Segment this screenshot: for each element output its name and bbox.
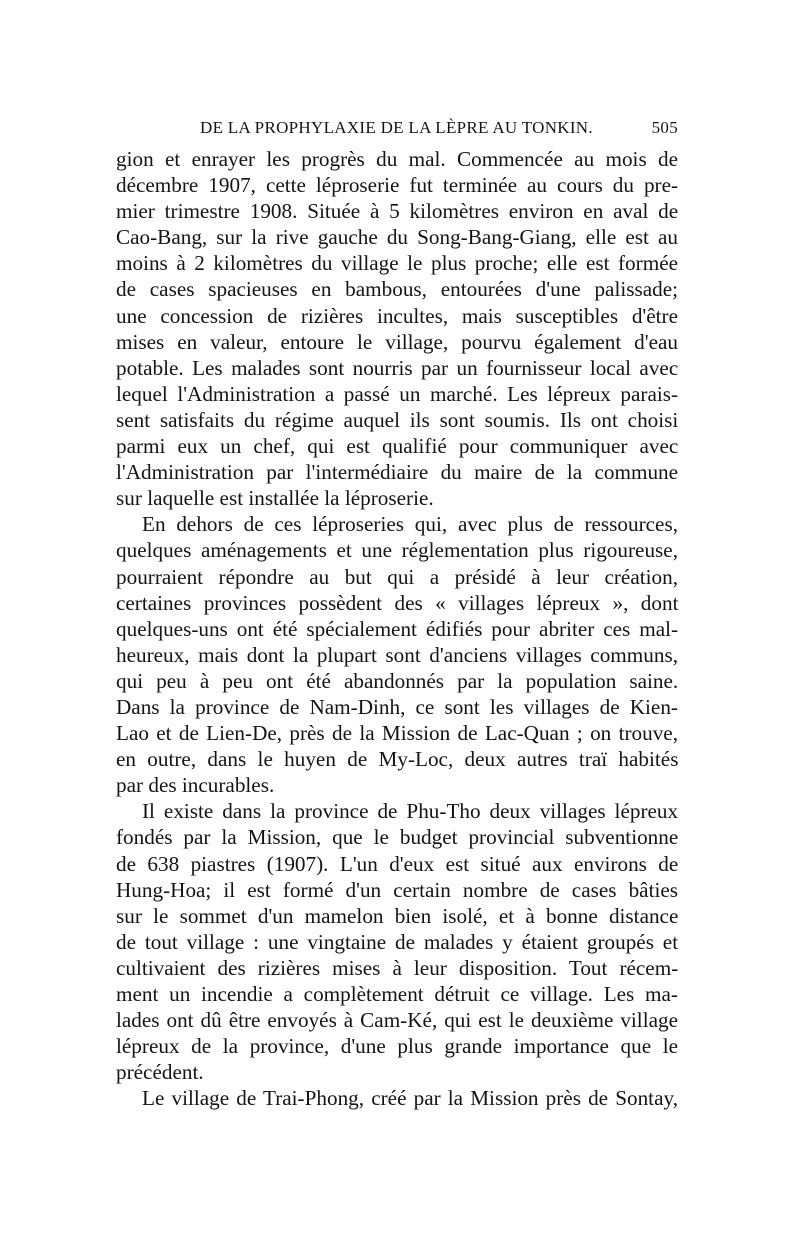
text-line: en outre, dans le huyen de My-Loc, deux autres traï habités [116, 747, 679, 772]
text-line: de 638 piastres (1907). L'un d'eux est situé aux environs de [116, 851, 679, 876]
text-line: quelques-uns ont été spécialement édifiés pour abriter ces mal- [116, 616, 679, 641]
text-line: lépreux de la province, d'une plus grande importance que le [116, 1034, 679, 1059]
body-text [116, 146, 678, 1111]
text-line: Lao et de Lien-De, près de la Mission de Lac-Quan ; on trouve, [116, 721, 678, 746]
text-line: pourraient répondre au but qui a présidé à leur création, [116, 564, 678, 589]
text-line: certaines provinces possèdent des « villages lépreux », dont [116, 590, 679, 615]
text-line: Hung-Hoa; il est formé d'un certain nombre de cases bâties [116, 877, 678, 902]
book-page [116, 112, 678, 1111]
paragraph-last-line: précédent. [116, 1060, 204, 1085]
paragraph-last-line: par des incurables. [116, 773, 275, 798]
paragraph-first-line: En dehors de ces léproseries qui, avec plus de ressources, [142, 512, 678, 537]
text-line: décembre 1907, cette léproserie fut terminée au cours du pre- [116, 173, 679, 198]
text-line: cultivaient des rizières mises à leur disposition. Tout récem- [116, 955, 679, 980]
text-line: potable. Les malades sont nourris par un fournisseur local avec [116, 355, 679, 380]
text-line: fondés par la Mission, que le budget provincial subventionne [116, 825, 679, 850]
text-line: heureux, mais dont la plupart sont d'anciens villages communs, [116, 642, 678, 667]
text-line: moins à 2 kilomètres du village le plus proche; elle est formée [116, 251, 678, 276]
text-line: Dans la province de Nam-Dinh, ce sont les villages de Kien- [116, 694, 678, 719]
text-line: lequel l'Administration a passé un marché. Les lépreux parais- [116, 381, 679, 406]
text-line: mises en valeur, entoure le village, pourvu également d'eau [116, 329, 678, 354]
text-line: sur le sommet d'un mamelon bien isolé, et à bonne distance [116, 903, 679, 928]
paragraph-first-line: Le village de Trai-Phong, créé par la Mission près de Sontay, [142, 1086, 678, 1111]
text-line: de cases spacieuses en bambous, entourées d'une palissade; [116, 277, 678, 302]
page-number: 505 [651, 118, 678, 137]
text-line: gion et enrayer les progrès du mal. Commencée au mois de [116, 147, 678, 171]
text-line: de tout village : une vingtaine de malades y étaient groupés et [116, 929, 679, 954]
text-line: mier trimestre 1908. Située à 5 kilomètres environ en aval de [116, 199, 679, 224]
text-line: l'Administration par l'intermédiaire du maire de la commune [116, 460, 679, 485]
text-line: qui peu à peu ont été abandonnés par la population saine. [116, 668, 679, 693]
text-line: lades ont dû être envoyés à Cam-Ké, qui est le deuxième village [116, 1008, 678, 1033]
text-line: ment un incendie a complètement détruit ce village. Les ma- [116, 982, 678, 1006]
text-line: quelques aménagements et une réglementation plus rigoureuse, [116, 538, 678, 563]
running-title: DE LA PROPHYLAXIE DE LA LÈPRE AU TONKIN. [200, 118, 593, 137]
text-line: parmi eux un chef, qui est qualifié pour communiquer avec [116, 434, 679, 459]
text-line: sent satisfaits du régime auquel ils sont soumis. Ils ont choisi [116, 407, 679, 432]
paragraph-first-line: Il existe dans la province de Phu-Tho deux villages lépreux [142, 799, 679, 824]
text-line: une concession de rizières incultes, mais susceptibles d'être [116, 303, 678, 328]
paragraph-last-line: sur laquelle est installée la léproserie. [116, 486, 434, 511]
text-line: Cao-Bang, sur la rive gauche du Song-Bang-Giang, elle est au [116, 225, 678, 250]
running-head [116, 112, 678, 142]
